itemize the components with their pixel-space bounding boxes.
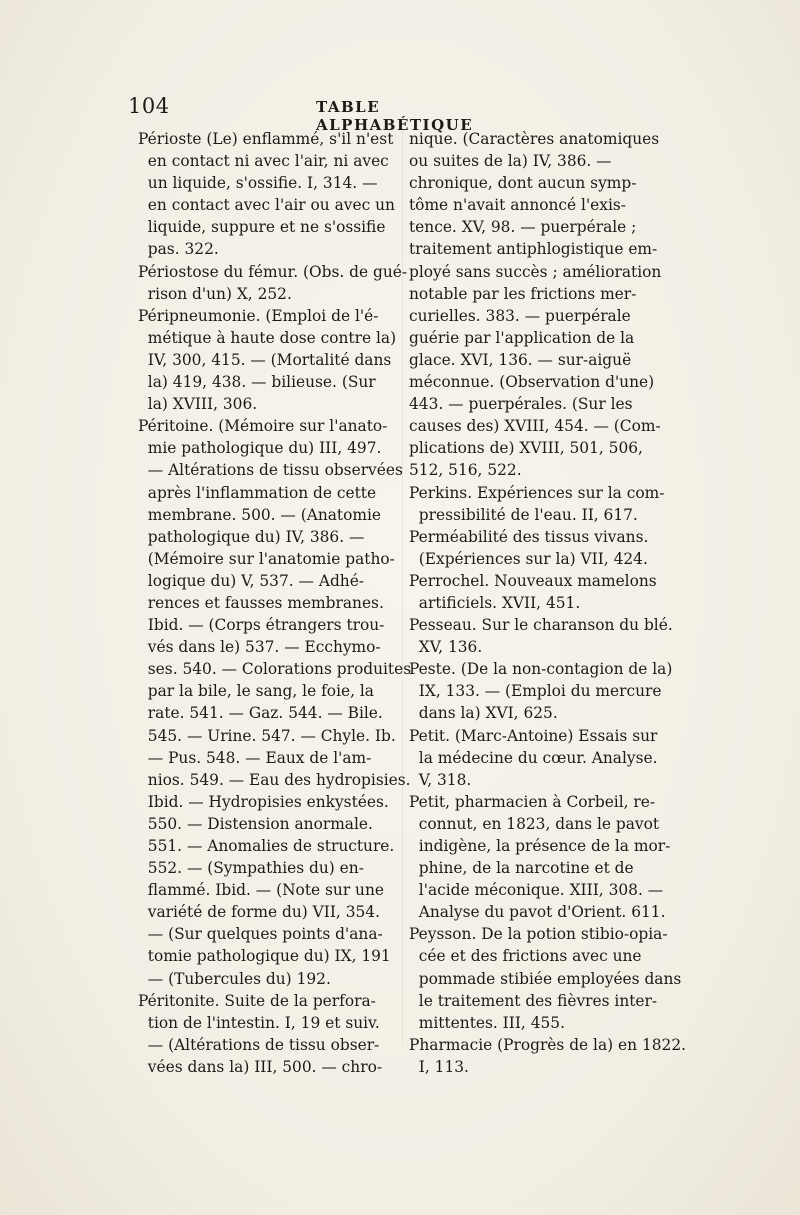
index-line: curielles. 383. — puerpérale: [409, 306, 631, 325]
index-line: 443. — puerpérales. (Sur les: [409, 395, 633, 414]
index-line: 550. — Distension anormale.: [138, 814, 373, 833]
index-line: Peysson. De la potion stibio-opia-: [409, 925, 668, 944]
index-line: le traitement des fièvres inter-: [409, 991, 658, 1010]
index-line: l'acide méconique. XIII, 308. —: [409, 881, 664, 900]
index-line: Péripneumonie. (Emploi de l'é-: [138, 306, 379, 325]
index-line: cée et des frictions avec une: [409, 947, 642, 966]
index-line: Perkins. Expériences sur la com-: [409, 483, 665, 502]
index-line: guérie par l'application de la: [409, 328, 635, 347]
index-line: Perméabilité des tissus vivans.: [409, 527, 649, 546]
index-line: en contact avec l'air ou avec un: [138, 196, 395, 215]
index-line: ou suites de la) IV, 386. —: [409, 152, 612, 171]
index-line: ses. 540. — Colorations produites: [138, 660, 412, 679]
index-line: — (Tubercules du) 192.: [138, 969, 331, 988]
index-line: 551. — Anomalies de structure.: [138, 837, 395, 855]
index-line: tion de l'intestin. I, 19 et suiv.: [138, 1013, 380, 1032]
index-line: IV, 300, 415. — (Mortalité dans: [138, 350, 392, 369]
index-line: pas. 322.: [138, 240, 219, 259]
index-line: XV, 136.: [409, 638, 483, 657]
index-line: causes des) XVIII, 454. — (Com-: [409, 417, 661, 436]
index-line: nique. (Caractères anatomiques: [409, 130, 660, 148]
index-line: pathologique du) IV, 386. —: [138, 527, 365, 546]
index-line: méconnue. (Observation d'une): [409, 373, 655, 392]
index-line: dans la) XVI, 625.: [409, 704, 558, 723]
index-line: traitement antiphlogistique em-: [409, 240, 658, 259]
index-line: artificiels. XVII, 451.: [409, 593, 581, 612]
index-line: — Altérations de tissu observées: [138, 461, 403, 480]
index-line: par la bile, le sang, le foie, la: [138, 682, 374, 701]
index-line: I, 113.: [409, 1057, 469, 1076]
index-line: tôme n'avait annoncé l'exis-: [409, 196, 626, 215]
index-line: Petit. (Marc-Antoine) Essais sur: [409, 726, 658, 745]
index-line: la médecine du cœur. Analyse.: [409, 748, 658, 767]
index-line: variété de forme du) VII, 354.: [138, 903, 380, 922]
index-line: Peste. (De la non-contagion de la): [409, 660, 673, 679]
index-line: Petit, pharmacien à Corbeil, re-: [409, 792, 656, 811]
index-line: Analyse du pavot d'Orient. 611.: [409, 903, 666, 922]
index-line: — (Sur quelques points d'ana-: [138, 925, 383, 944]
page-header: [128, 94, 528, 134]
index-line: mittentes. III, 455.: [409, 1013, 565, 1032]
index-line: liquide, suppure et ne s'ossifie: [138, 218, 386, 237]
index-line: Péritoine. (Mémoire sur l'anato-: [138, 417, 388, 436]
index-line: flammé. Ibid. — (Note sur une: [138, 881, 384, 900]
index-line: après l'inflammation de cette: [138, 483, 377, 502]
index-line: V, 318.: [409, 770, 472, 789]
index-line: nios. 549. — Eau des hydropisies.: [138, 770, 411, 789]
index-line: un liquide, s'ossifie. I, 314. —: [138, 174, 378, 193]
index-line: (Mémoire sur l'anatomie patho-: [138, 549, 395, 568]
index-line: phine, de la narcotine et de: [409, 859, 634, 878]
index-line: IX, 133. — (Emploi du mercure: [409, 682, 662, 701]
index-line: logique du) V, 537. — Adhé-: [138, 571, 365, 590]
index-line: Pharmacie (Progrès de la) en 1822.: [409, 1035, 687, 1054]
index-line: Perrochel. Nouveaux mamelons: [409, 571, 657, 590]
index-line: Ibid. — (Corps étrangers trou-: [138, 616, 385, 635]
index-line: mie pathologique du) III, 497.: [138, 439, 382, 458]
index-line: ployé sans succès ; amélioration: [409, 262, 662, 281]
index-line: (Expériences sur la) VII, 424.: [409, 549, 648, 568]
index-line: Périostose du fémur. (Obs. de gué-: [138, 262, 408, 281]
index-line: Péritonite. Suite de la perfora-: [138, 991, 376, 1010]
index-line: 552. — (Sympathies du) en-: [138, 859, 364, 878]
index-line: la) 419, 438. — bilieuse. (Sur: [138, 373, 376, 392]
page-number: 104: [128, 94, 170, 118]
column-divider: [402, 128, 403, 1043]
index-line: tomie pathologique du) IX, 191: [138, 947, 391, 966]
index-line: 512, 516, 522.: [409, 461, 522, 480]
index-line: chronique, dont aucun symp-: [409, 174, 637, 193]
index-line: rate. 541. — Gaz. 544. — Bile.: [138, 704, 383, 723]
index-line: plications de) XVIII, 501, 506,: [409, 439, 643, 458]
index-line: connut, en 1823, dans le pavot: [409, 814, 660, 833]
index-line: rences et fausses membranes.: [138, 593, 384, 612]
index-line: la) XVIII, 306.: [138, 395, 258, 414]
index-line: pommade stibiée employées dans: [409, 969, 682, 988]
right-column: [409, 128, 687, 1078]
index-line: en contact ni avec l'air, ni avec: [138, 152, 389, 171]
index-line: vées dans la) III, 500. — chro-: [138, 1057, 383, 1076]
index-line: pressibilité de l'eau. II, 617.: [409, 505, 638, 524]
index-line: — (Altérations de tissu obser-: [138, 1035, 380, 1054]
left-column: [138, 128, 412, 1078]
index-line: notable par les frictions mer-: [409, 284, 637, 303]
index-line: rison d'un) X, 252.: [138, 284, 292, 303]
index-line: membrane. 500. — (Anatomie: [138, 505, 381, 524]
index-line: métique à haute dose contre la): [138, 328, 397, 347]
index-line: — Pus. 548. — Eaux de l'am-: [138, 748, 372, 767]
index-line: indigène, la présence de la mor-: [409, 837, 671, 855]
index-line: 545. — Urine. 547. — Chyle. Ib.: [138, 726, 396, 745]
index-line: vés dans le) 537. — Ecchymo-: [138, 638, 381, 657]
index-line: glace. XVI, 136. — sur-aiguë: [409, 350, 632, 369]
index-line: tence. XV, 98. — puerpérale ;: [409, 218, 637, 237]
index-line: Ibid. — Hydropisies enkystées.: [138, 792, 389, 811]
running-title: TABLE ALPHABÉTIQUE: [316, 98, 474, 134]
index-line: Périoste (Le) enflammé, s'il n'est: [138, 130, 394, 148]
index-line: Pesseau. Sur le charanson du blé.: [409, 616, 673, 635]
